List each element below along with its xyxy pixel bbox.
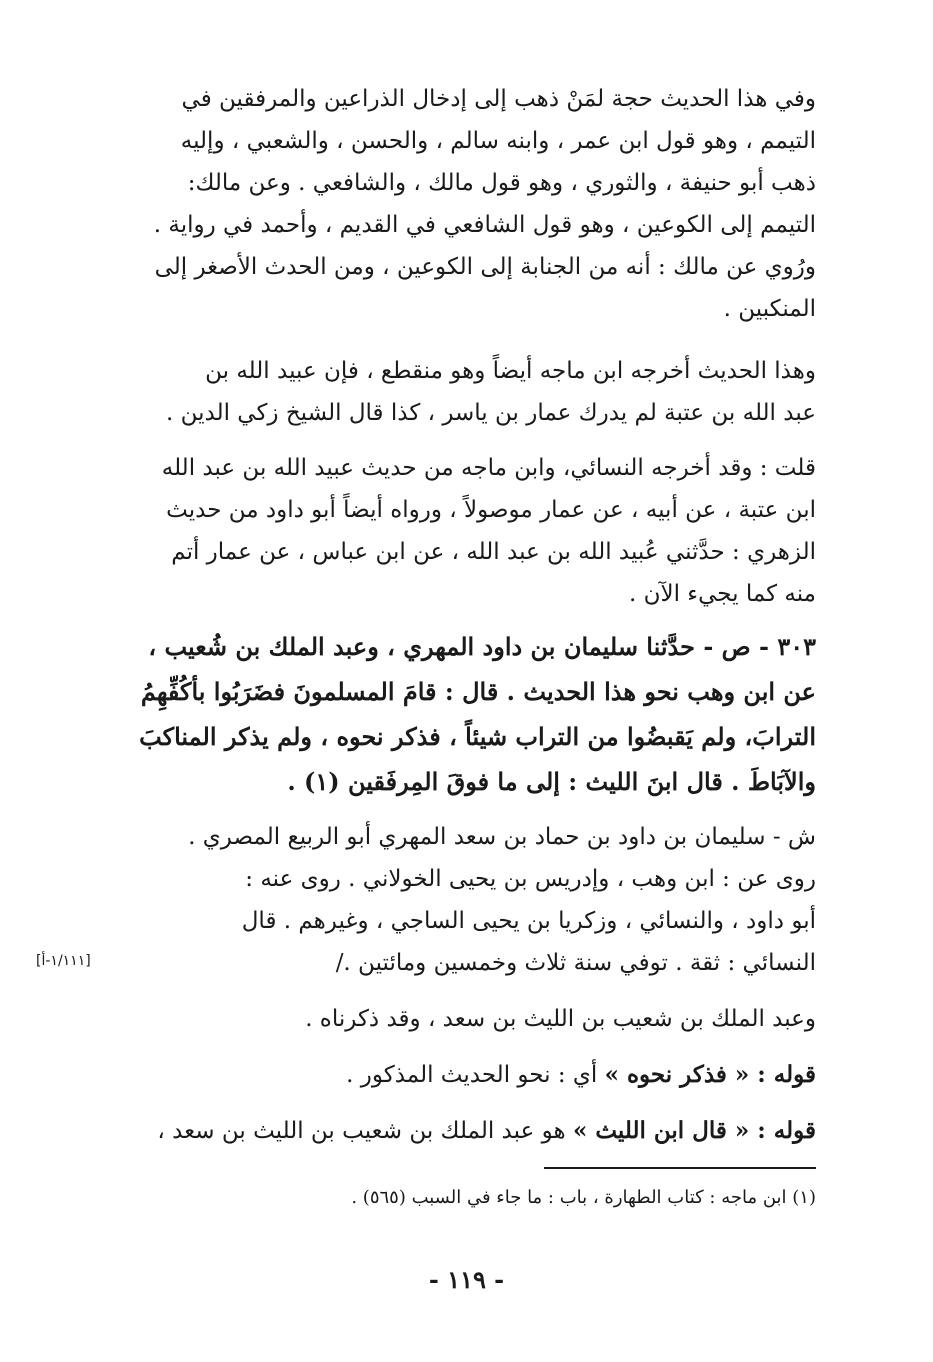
hadith-text bbox=[132, 624, 816, 804]
text-line: ذهب أبو حنيفة ، والثوري ، وهو قول مالك ، والشافعي . وعن مالك: bbox=[187, 170, 816, 196]
text-line: روى عن : ابن وهب ، وإدريس بن يحيى الخولاني . روى عنه : bbox=[245, 866, 816, 892]
paragraph-commentary-6 bbox=[132, 998, 816, 1040]
paragraph-commentary-1 bbox=[132, 78, 816, 330]
text-line: قلت : وقد أخرجه النسائي، وابن ماجه من حديث عبيد الله بن عبد الله bbox=[161, 455, 816, 481]
quote-label: قوله : « فذكر نحوه » bbox=[604, 1061, 816, 1088]
page-number: - ١١٩ - bbox=[428, 1265, 505, 1294]
text-line bbox=[132, 1054, 816, 1096]
hadith-line: ٣٠٣ - ص - حدَّثنا سليمان بن داود المهري ، وعبد الملك بن شُعيب ، bbox=[148, 632, 816, 661]
text-line: أبو داود ، والنسائي ، وزكريا بن يحيى الساجي ، وغيرهم . قال bbox=[241, 908, 816, 934]
text-line: التيمم إلى الكوعين ، وهو قول الشافعي في القديم ، وأحمد في رواية . bbox=[153, 212, 816, 238]
manuscript-folio-reference: [١/١١١-أ] bbox=[36, 953, 91, 969]
quote-explanation: هو عبد الملك بن شعيب بن الليث بن سعد ، bbox=[157, 1118, 573, 1144]
hadith-line: عن ابن وهب نحو هذا الحديث . قال : قامَ المسلمونَ فضَرَبُوا بأكُفِّهِمُ bbox=[140, 677, 816, 706]
paragraph-commentary-3 bbox=[132, 447, 816, 615]
text-line bbox=[132, 1110, 816, 1152]
text-line: وفي هذا الحديث حجة لمَنْ ذهب إلى إدخال الذراعين والمرفقين في bbox=[181, 86, 816, 112]
quote-explanation: أي : نحو الحديث المذكور . bbox=[346, 1062, 605, 1088]
text-line: عبد الله بن عتبة لم يدرك عمار بن ياسر ، كذا قال الشيخ زكي الدين . bbox=[165, 400, 816, 426]
text-line: ورُوي عن مالك : أنه من الجنابة إلى الكوعين ، ومن الحدث الأصغر إلى bbox=[154, 254, 816, 280]
footnote-divider bbox=[544, 1167, 816, 1169]
text-line: وعبد الملك بن شعيب بن الليث بن سعد ، وقد ذكرناه . bbox=[305, 1006, 816, 1032]
text-line: النسائي : ثقة . توفي سنة ثلاث وخمسين ومائتين ./ bbox=[335, 950, 816, 976]
text-line: وهذا الحديث أخرجه ابن ماجه أيضاً وهو منقطع ، فإن عبيد الله بن bbox=[205, 358, 816, 384]
hadith-line: الترابَ، ولم يَقبضُوا من التراب شيئاً ، فذكر نحوه ، ولم يذكر المناكبَ bbox=[139, 722, 816, 751]
quote-label: قوله : « قال ابن الليث » bbox=[572, 1117, 816, 1144]
text-line: ابن عتبة ، عن أبيه ، عن عمار موصولاً ، ورواه أيضاً أبو داود من حديث bbox=[166, 497, 816, 523]
text-line: التيمم ، وهو قول ابن عمر ، وابنه سالم ، والحسن ، والشعبي ، وإليه bbox=[180, 128, 816, 154]
text-line: المنكبين . bbox=[723, 296, 816, 322]
text-line: الزهري : حدَّثني عُبيد الله بن عبد الله ، عن ابن عباس ، عن عمار أتم bbox=[171, 539, 816, 565]
footnote: (١) ابن ماجه : كتاب الطهارة ، باب : ما جاء في السبب (٥٦٥) . bbox=[351, 1187, 816, 1208]
text-line: منه كما يجيء الآن . bbox=[628, 581, 816, 607]
hadith-line: والآبَاطَ . قال ابنَ الليث : إلى ما فوقَ المِرفَقين (١) . bbox=[287, 767, 816, 796]
text-line: ش - سليمان بن داود بن حماد بن سعد المهري أبو الربيع المصري . bbox=[188, 824, 816, 850]
paragraph-commentary-2 bbox=[132, 350, 816, 434]
paragraph-narrator-biography bbox=[132, 816, 816, 984]
paragraph-commentary-8 bbox=[132, 1110, 816, 1152]
paragraph-commentary-7 bbox=[132, 1054, 816, 1096]
